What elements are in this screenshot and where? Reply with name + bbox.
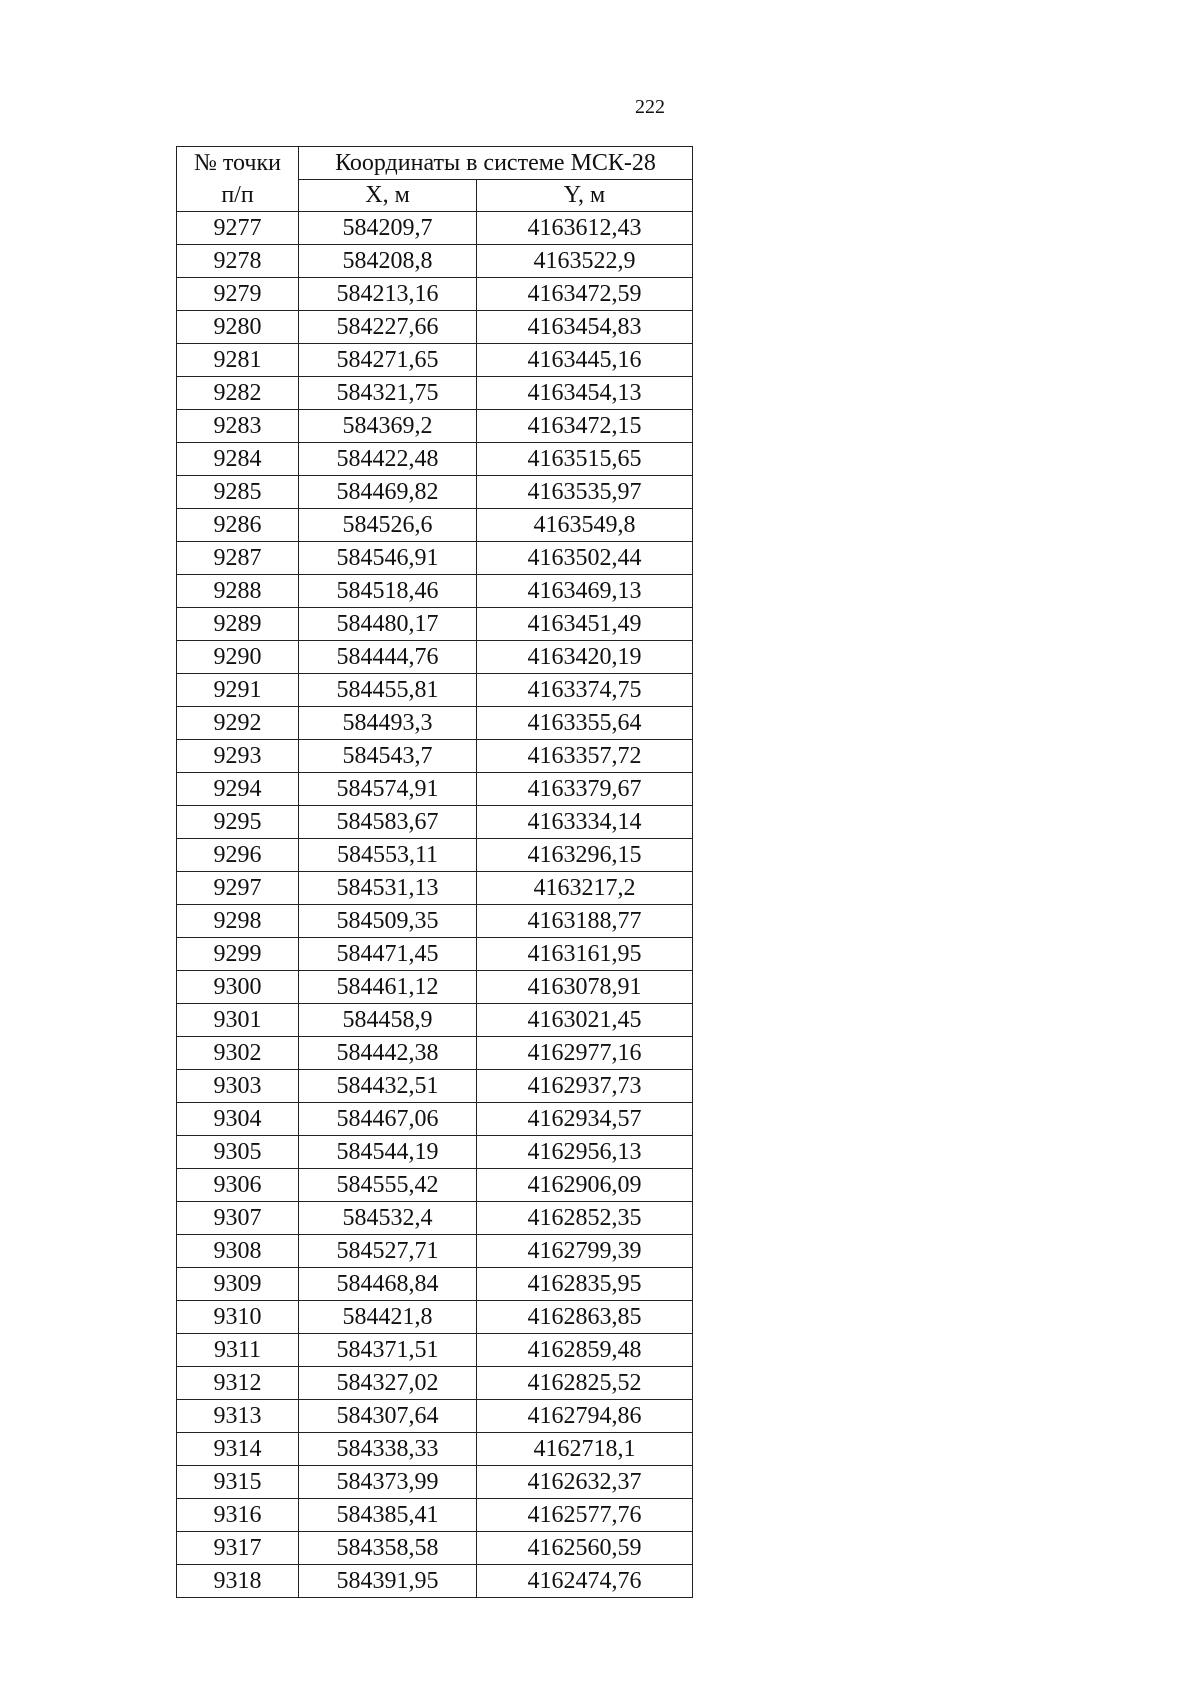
y-coordinate-cell: 4163374,75 [477,674,693,707]
table-row [177,1004,693,1037]
table-row [177,1235,693,1268]
point-number-cell: 9297 [177,872,299,905]
table-row [177,410,693,443]
point-number-cell: 9291 [177,674,299,707]
table-row [177,1268,693,1301]
y-coordinate-cell: 4163445,16 [477,344,693,377]
table-row [177,1103,693,1136]
y-coordinate-cell: 4163161,95 [477,938,693,971]
x-coordinate-cell: 584208,8 [299,245,477,278]
table-row [177,1136,693,1169]
table-row [177,212,693,245]
y-coordinate-cell: 4162852,35 [477,1202,693,1235]
y-coordinate-cell: 4163357,72 [477,740,693,773]
point-number-cell: 9305 [177,1136,299,1169]
point-number-cell: 9283 [177,410,299,443]
x-coordinate-cell: 584442,38 [299,1037,477,1070]
table-row [177,1202,693,1235]
x-coordinate-cell: 584458,9 [299,1004,477,1037]
table-header [177,147,693,212]
table-row [177,278,693,311]
x-coordinate-cell: 584209,7 [299,212,477,245]
table-row [177,509,693,542]
point-number-cell: 9277 [177,212,299,245]
table-row [177,245,693,278]
x-coordinate-cell: 584271,65 [299,344,477,377]
x-coordinate-cell: 584455,81 [299,674,477,707]
table-row [177,1532,693,1565]
point-number-cell: 9296 [177,839,299,872]
table-row [177,740,693,773]
table-row [177,377,693,410]
point-number-cell: 9280 [177,311,299,344]
point-number-cell: 9292 [177,707,299,740]
y-coordinate-cell: 4162859,48 [477,1334,693,1367]
table-row [177,476,693,509]
x-coordinate-cell: 584432,51 [299,1070,477,1103]
x-coordinate-cell: 584527,71 [299,1235,477,1268]
table-row [177,806,693,839]
y-coordinate-cell: 4163188,77 [477,905,693,938]
point-number-cell: 9294 [177,773,299,806]
table-row [177,1499,693,1532]
y-coordinate-cell: 4163522,9 [477,245,693,278]
point-number-cell: 9288 [177,575,299,608]
point-number-cell: 9285 [177,476,299,509]
table-row [177,773,693,806]
x-coordinate-cell: 584358,58 [299,1532,477,1565]
page-number: 222 [635,96,665,118]
point-number-header-line1: № точки [193,150,282,176]
table-row [177,839,693,872]
x-coordinate-cell: 584369,2 [299,410,477,443]
point-number-cell: 9289 [177,608,299,641]
y-coordinate-cell: 4162794,86 [477,1400,693,1433]
y-coordinate-cell: 4163469,13 [477,575,693,608]
x-coordinate-cell: 584544,19 [299,1136,477,1169]
y-coordinate-cell: 4163472,59 [477,278,693,311]
table-row [177,1466,693,1499]
x-coordinate-cell: 584385,41 [299,1499,477,1532]
y-coordinate-cell: 4162632,37 [477,1466,693,1499]
y-coordinate-cell: 4162577,76 [477,1499,693,1532]
y-coordinate-cell: 4163021,45 [477,1004,693,1037]
y-coordinate-cell: 4163217,2 [477,872,693,905]
point-number-cell: 9308 [177,1235,299,1268]
y-coordinate-cell: 4162934,57 [477,1103,693,1136]
table-row [177,905,693,938]
x-coordinate-cell: 584321,75 [299,377,477,410]
point-number-cell: 9314 [177,1433,299,1466]
y-coordinate-cell: 4163454,83 [477,311,693,344]
y-coordinate-cell: 4163472,15 [477,410,693,443]
point-number-cell: 9310 [177,1301,299,1334]
y-coordinate-cell: 4162835,95 [477,1268,693,1301]
point-number-cell: 9303 [177,1070,299,1103]
y-coordinate-cell: 4163515,65 [477,443,693,476]
point-number-cell: 9299 [177,938,299,971]
coordinate-system-header: Координаты в системе МСК-28 [299,147,693,180]
point-number-cell: 9317 [177,1532,299,1565]
y-coordinate-cell: 4162863,85 [477,1301,693,1334]
x-coordinate-cell: 584307,64 [299,1400,477,1433]
x-coordinate-cell: 584518,46 [299,575,477,608]
y-coordinate-cell: 4163549,8 [477,509,693,542]
table-row [177,311,693,344]
table-row [177,938,693,971]
point-number-cell: 9278 [177,245,299,278]
table-row [177,1169,693,1202]
table-row [177,707,693,740]
y-coordinate-cell: 4162474,76 [477,1565,693,1598]
x-coordinate-cell: 584555,42 [299,1169,477,1202]
table-row [177,1301,693,1334]
point-number-cell: 9301 [177,1004,299,1037]
y-coordinate-cell: 4163296,15 [477,839,693,872]
x-coordinate-cell: 584469,82 [299,476,477,509]
y-coordinate-cell: 4163535,97 [477,476,693,509]
y-coordinate-cell: 4163379,67 [477,773,693,806]
y-coordinate-cell: 4162956,13 [477,1136,693,1169]
x-coordinate-cell: 584531,13 [299,872,477,905]
y-coordinate-cell: 4163334,14 [477,806,693,839]
point-number-cell: 9306 [177,1169,299,1202]
point-number-cell: 9309 [177,1268,299,1301]
x-coordinate-cell: 584471,45 [299,938,477,971]
y-coordinate-cell: 4163420,19 [477,641,693,674]
table-row [177,1400,693,1433]
x-coordinate-cell: 584493,3 [299,707,477,740]
coordinates-table [176,146,693,1598]
point-number-cell: 9281 [177,344,299,377]
x-coordinate-cell: 584543,7 [299,740,477,773]
table-row [177,575,693,608]
table-row [177,1037,693,1070]
x-coordinate-cell: 584532,4 [299,1202,477,1235]
point-number-cell: 9284 [177,443,299,476]
y-coordinate-cell: 4163612,43 [477,212,693,245]
point-number-cell: 9290 [177,641,299,674]
x-coordinate-cell: 584371,51 [299,1334,477,1367]
point-number-cell: 9315 [177,1466,299,1499]
table-row [177,608,693,641]
point-number-cell: 9293 [177,740,299,773]
point-number-cell: 9287 [177,542,299,575]
point-number-cell: 9300 [177,971,299,1004]
x-coordinate-cell: 584526,6 [299,509,477,542]
table-row [177,1367,693,1400]
table-body [177,212,693,1598]
x-coordinate-cell: 584391,95 [299,1565,477,1598]
table-row [177,1433,693,1466]
x-coordinate-cell: 584467,06 [299,1103,477,1136]
y-coordinate-cell: 4162906,09 [477,1169,693,1202]
point-number-cell: 9318 [177,1565,299,1598]
table-row [177,1070,693,1103]
x-coordinate-cell: 584373,99 [299,1466,477,1499]
y-coordinate-cell: 4162977,16 [477,1037,693,1070]
y-coordinate-cell: 4162799,39 [477,1235,693,1268]
x-coordinate-cell: 584461,12 [299,971,477,1004]
x-coordinate-cell: 584213,16 [299,278,477,311]
point-number-cell: 9307 [177,1202,299,1235]
x-coordinate-cell: 584227,66 [299,311,477,344]
x-coordinate-cell: 584509,35 [299,905,477,938]
y-coordinate-cell: 4162718,1 [477,1433,693,1466]
point-number-cell: 9312 [177,1367,299,1400]
y-coordinate-cell: 4163451,49 [477,608,693,641]
y-coordinate-cell: 4163454,13 [477,377,693,410]
point-number-cell: 9302 [177,1037,299,1070]
point-number-cell: 9311 [177,1334,299,1367]
table-row [177,542,693,575]
table-row [177,971,693,1004]
x-coordinate-cell: 584338,33 [299,1433,477,1466]
point-number-cell: 9316 [177,1499,299,1532]
x-coordinate-cell: 584583,67 [299,806,477,839]
point-number-cell: 9282 [177,377,299,410]
x-coordinate-cell: 584546,91 [299,542,477,575]
point-number-cell: 9279 [177,278,299,311]
x-coordinate-cell: 584422,48 [299,443,477,476]
table-row [177,1565,693,1598]
x-coordinate-cell: 584421,8 [299,1301,477,1334]
x-coordinate-cell: 584553,11 [299,839,477,872]
x-coordinate-cell: 584444,76 [299,641,477,674]
point-number-cell: 9304 [177,1103,299,1136]
table-row [177,641,693,674]
point-number-cell: 9298 [177,905,299,938]
y-coordinate-cell: 4162825,52 [477,1367,693,1400]
point-number-cell: 9286 [177,509,299,542]
y-coordinate-cell: 4162560,59 [477,1532,693,1565]
point-number-header [177,147,299,212]
y-column-header: Y, м [477,179,693,212]
point-number-cell: 9295 [177,806,299,839]
x-coordinate-cell: 584327,02 [299,1367,477,1400]
x-coordinate-cell: 584480,17 [299,608,477,641]
x-coordinate-cell: 584468,84 [299,1268,477,1301]
y-coordinate-cell: 4163355,64 [477,707,693,740]
table-row [177,344,693,377]
y-coordinate-cell: 4163078,91 [477,971,693,1004]
point-number-cell: 9313 [177,1400,299,1433]
table-row [177,674,693,707]
table-row [177,872,693,905]
point-number-header-line2: п/п [221,182,254,208]
y-coordinate-cell: 4163502,44 [477,542,693,575]
x-coordinate-cell: 584574,91 [299,773,477,806]
y-coordinate-cell: 4162937,73 [477,1070,693,1103]
table-row [177,1334,693,1367]
table-row [177,443,693,476]
x-column-header: X, м [299,179,477,212]
